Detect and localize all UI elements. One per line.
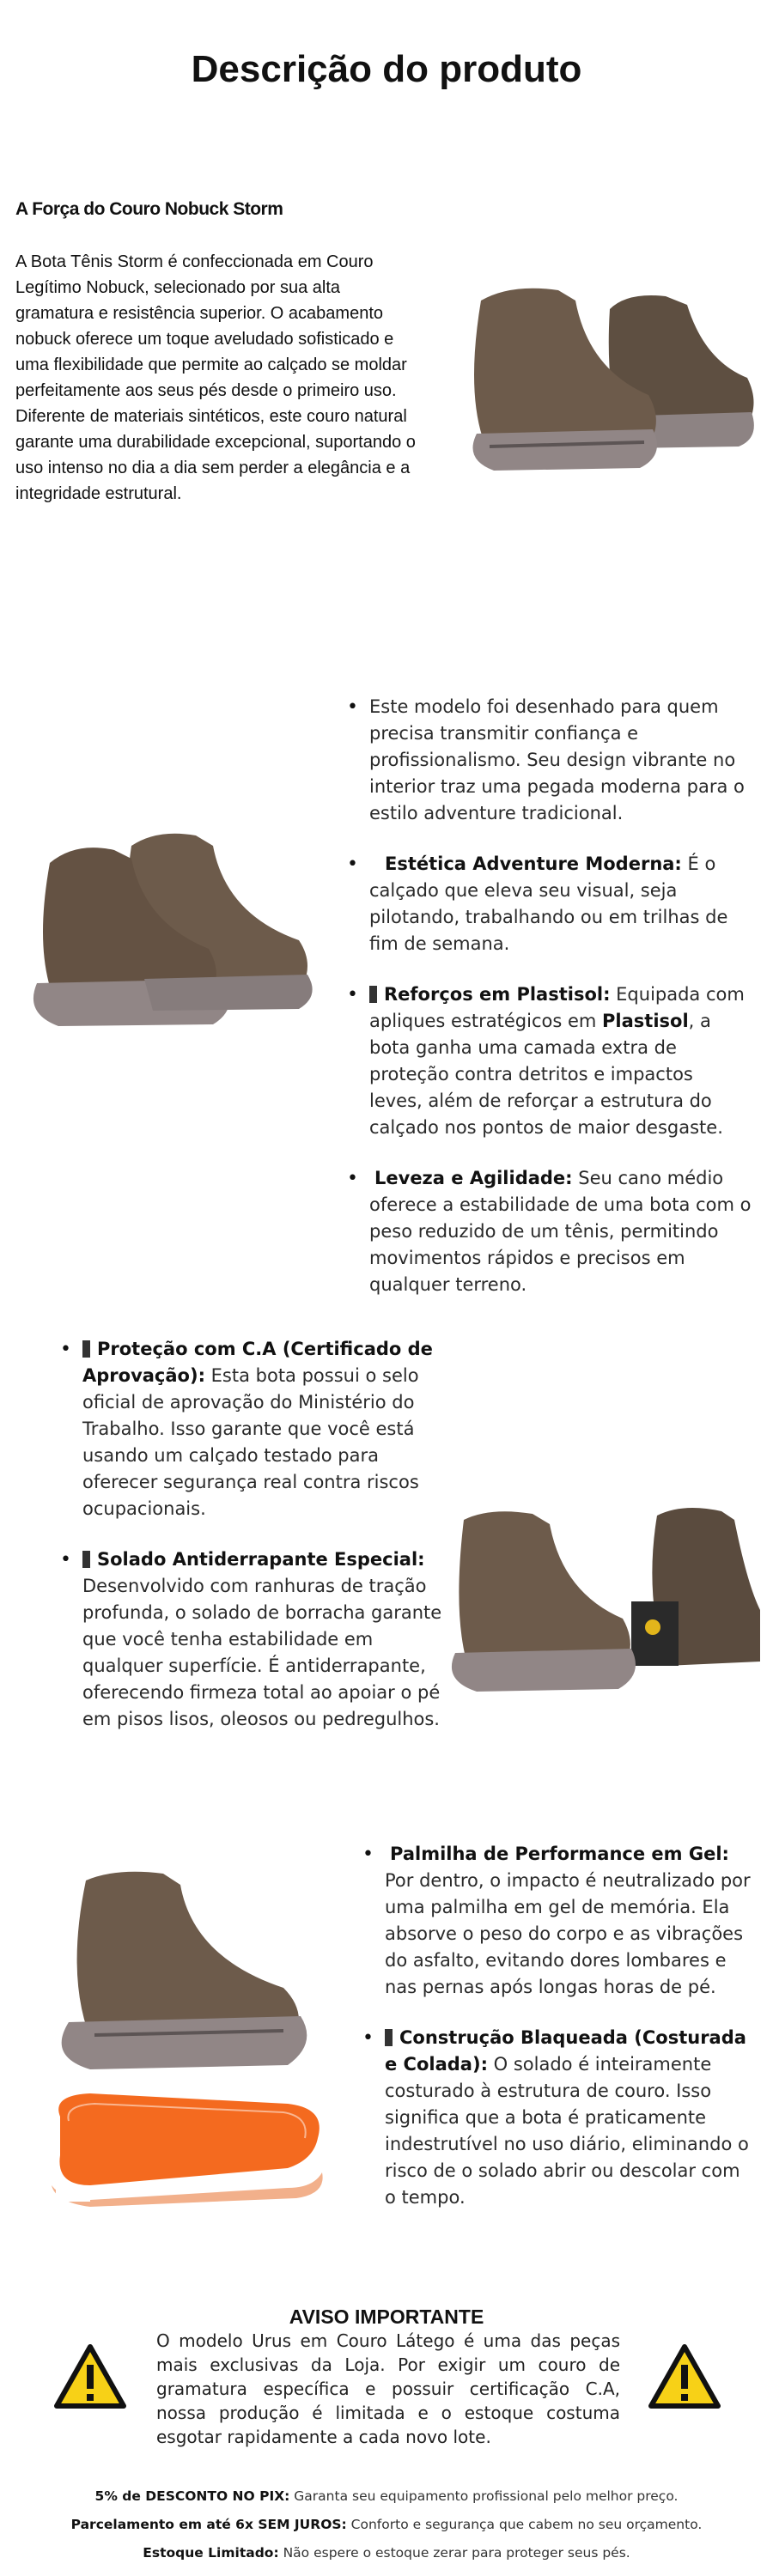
list-item: • Este modelo foi desenhado para quem precisa transmitir confiança e profissionalismo. Seu design vibrante no interior traz uma pegada moderna para o estilo adventure tradicional.: [369, 694, 752, 827]
list-item: • Palmilha de Performance em Gel: Por dentro, o impacto é neutralizado por uma palmilha em gel de memória. Ela absorve o peso do corpo e as vibrações do asfalto, evitando dores lombares e nas pernas após longas horas de pé.: [385, 1841, 754, 2001]
boot-pair-image-1: [429, 275, 760, 477]
list-item: • Construção Blaqueada (Costurada e Colada): O solado é inteiramente costurado à estrutura de couro. Isso significa que a bota é praticamente indestrutível no uso diário, eliminando o risco de o solado abrir ou descolar com o tempo.: [385, 2025, 754, 2211]
insole-image: [39, 2087, 331, 2220]
boot-pair-image-3: [438, 1498, 764, 1696]
warning-triangle-icon: [53, 2342, 127, 2411]
features-list-1: [369, 694, 752, 1322]
square-bullet-icon: [82, 1551, 90, 1568]
features-list-2: [82, 1336, 452, 1757]
footer-line-pix: 5% de DESCONTO NO PIX: Garanta seu equipamento profissional pelo melhor preço.: [94, 2488, 679, 2504]
square-bullet-icon: [369, 986, 377, 1003]
footer-line-estoque: Estoque Limitado: Não espere o estoque zerar para proteger seus pés.: [143, 2545, 630, 2561]
list-item: • Proteção com C.A (Certificado de Aprovação): Esta bota possui o selo oficial de aprovação do Ministério do Trabalho. Isso garante que você está usando um calçado testado para oferecer segurança real contra riscos ocupacionais.: [82, 1336, 452, 1522]
list-item: • Estética Adventure Moderna: É o calçado que eleva seu visual, seja pilotando, trabalhando ou em trilhas de fim de semana.: [369, 851, 752, 957]
boot-single-image: [26, 1863, 352, 2078]
square-bullet-icon: [82, 1340, 90, 1358]
list-item: • Reforços em Plastisol: Equipada com apliques estratégicos em Plastisol, a bota ganha uma camada extra de proteção contra detritos e impactos leves, além de reforçar a estrutura do calçado nos pontos de maior desgaste.: [369, 981, 752, 1141]
footer-line-parcelamento: Parcelamento em até 6x SEM JUROS: Conforto e segurança que cabem no seu orçamento.: [70, 2517, 703, 2532]
features-list-3: [385, 1841, 754, 2235]
warning-text: O modelo Urus em Couro Látego é uma das peças mais exclusivas da Loja. Por exigir um couro de gramatura específica e possuir certificação C.A, nossa produção é limitada e o estoque costuma esgotar rapidamente a cada novo lote.: [156, 2330, 620, 2447]
boot-pair-image-2: [15, 820, 359, 1035]
warning-triangle-icon: [648, 2342, 721, 2411]
section1-paragraph: A Bota Tênis Storm é confeccionada em Couro Legítimo Nobuck, selecionado por sua alta gramatura e resistência superior. O acabamento nobuck oferece um toque aveludado sofisticado e uma flexibilidade que permite ao calçado se moldar perfeitamente aos seus pés desde o primeiro uso. Diferente de materiais sintéticos, este couro natural garante uma durabilidade excepcional, suportando o uso intenso no dia a dia sem perder a elegância e a integridade estrutural.: [15, 252, 416, 503]
square-bullet-icon: [385, 2029, 393, 2046]
list-item: • Leveza e Agilidade: Seu cano médio oferece a estabilidade de uma bota com o peso reduzido de um tênis, permitindo movimentos rápidos e precisos em qualquer terreno.: [369, 1165, 752, 1298]
warning-title: AVISO IMPORTANTE: [289, 2306, 484, 2328]
page-title: Descrição do produto: [191, 48, 582, 90]
section1-subtitle: A Força do Couro Nobuck Storm: [15, 199, 283, 219]
list-item: • Solado Antiderrapante Especial: Desenvolvido com ranhuras de tração profunda, o solado de borracha garante que você tenha estabilidade em qualquer superfície. É antiderrapante, oferecendo firmeza total ao apoiar o pé em pisos lisos, oleosos ou pedregulhos.: [82, 1546, 452, 1733]
